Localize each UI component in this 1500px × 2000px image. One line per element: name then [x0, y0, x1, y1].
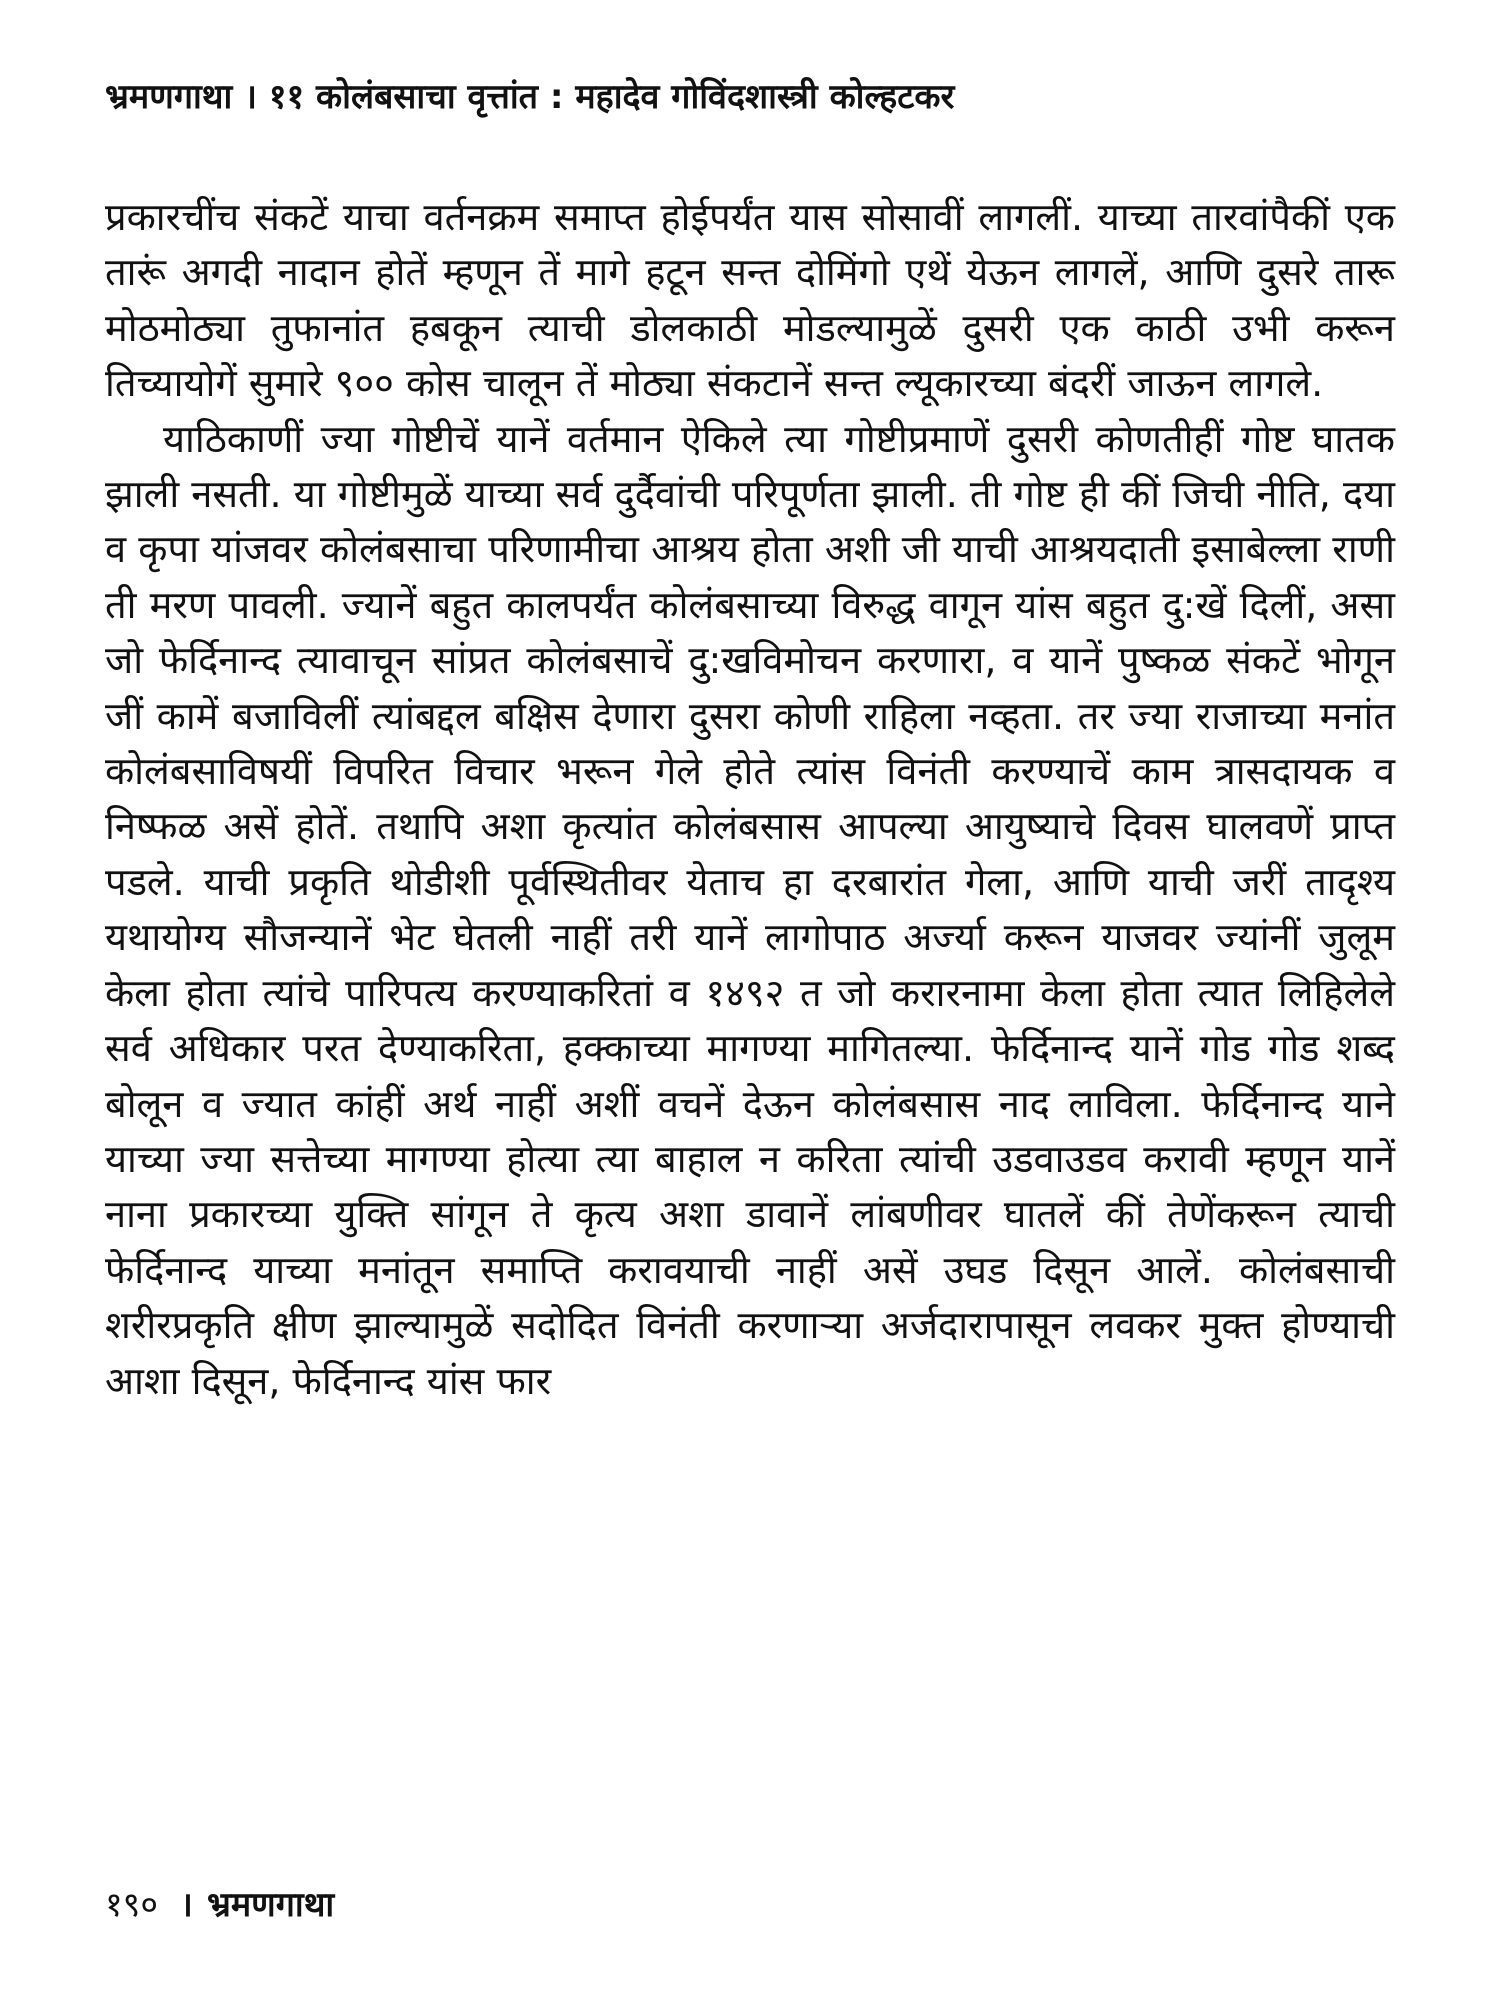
- page-footer: [105, 1880, 334, 1930]
- running-head: भ्रमणगाथा । ११ कोलंबसाचा वृत्तांत : महादेव गोविंदशास्त्री कोल्हटकर: [105, 77, 955, 117]
- footer-book-title: भ्रमणगाथा: [206, 1885, 335, 1925]
- body-text: [105, 190, 1395, 1409]
- page-number: १९०: [105, 1885, 159, 1925]
- footer-separator: ।: [180, 1885, 193, 1925]
- paragraph-continued: प्रकारचींच संकटें याचा वर्तनक्रम समाप्त होईपर्यंत यास सोसावीं लागलीं. याच्या तारवांपैकीं एक तारूं अगदी नादान होतें म्हणून तें मागे हटून सन्त दोमिंगो एथें येऊन लागलें, आणि दुसरे तारू मोठमोठ्या तुफानांत हबकून त्याची डोलकाठी मोडल्यामुळें दुसरी एक काठी उभी करून तिच्यायोगें सुमारे ९०० कोस चालून तें मोठ्या संकटानें सन्त ल्यूकारच्या बंदरीं जाऊन लागले.: [105, 195, 1395, 406]
- paragraph-isabella-death: याठिकाणीं ज्या गोष्टीचें यानें वर्तमान ऐकिले त्या गोष्टीप्रमाणें दुसरी कोणतीहीं गोष्ट घातक झाली नसती. या गोष्टीमुळें याच्या सर्व दुर्दैवांची परिपूर्णता झाली. ती गोष्ट ही कीं जिची नीति, दया व कृपा यांजवर कोलंबसाचा परिणामीचा आश्रय होता अशी जी याची आश्रयदाती इसाबेल्ला राणी ती मरण पावली. ज्यानें बहुत कालपर्यंत कोलंबसाच्या विरुद्ध वागून यांस बहुत दु:खें दिलीं, असा जो फेर्दिनान्द त्यावाचून सांप्रत कोलंबसाचें दु:खविमोचन करणारा, व यानें पुष्कळ संकटें भोगून जीं कामें बजाविलीं त्यांबद्दल बक्षिस देणारा दुसरा कोणी राहिला नव्हता. तर ज्या राजाच्या मनांत कोलंबसाविषयीं विपरित विचार भरून गेले होते त्यांस विनंती करण्याचें काम त्रासदायक व निष्फळ असें होतें. तथापि अशा कृत्यांत कोलंबसास आपल्या आयुष्याचे दिवस घालवणें प्राप्त पडले. याची प्रकृति थोडीशी पूर्वस्थितीवर येताच हा दरबारांत गेला, आणि याची जरीं तादृश्य यथायोग्य सौजन्यानें भेट घेतली नाहीं तरी यानें लागोपाठ अर्ज्या करून याजवर ज्यांनीं जुलूम केला होता त्यांचे पारिपत्य करण्याकरितां व १४९२ त जो करारनामा केला होता त्यात लिहिलेले सर्व अधिकार परत देण्याकरिता, हक्काच्या मागण्या मागितल्या. फेर्दिनान्द यानें गोड गोड शब्द बोलून व ज्यात कांहीं अर्थ नाहीं अशीं वचनें देऊन कोलंबसास नाद लाविला. फेर्दिनान्द याने याच्या ज्या सत्तेच्या मागण्या होत्या त्या बाहाल न करिता त्यांची उडवाउडव करावी म्हणून यानें नाना प्रकारच्या युक्ति सांगून ते कृत्य अशा डावानें लांबणीवर घातलें कीं तेणेंकरून त्याची फेर्दिनान्द याच्या मनांतून समाप्ति करावयाची नाहीं असें उघड दिसून आलें. कोलंबसाची शरीरप्रकृति क्षीण झाल्यामुळें सदोदित विनंती करणाऱ्या अर्जदारापासून लवकर मुक्त होण्याची आशा दिसून, फेर्दिनान्द यांस फार: [105, 416, 1395, 1403]
